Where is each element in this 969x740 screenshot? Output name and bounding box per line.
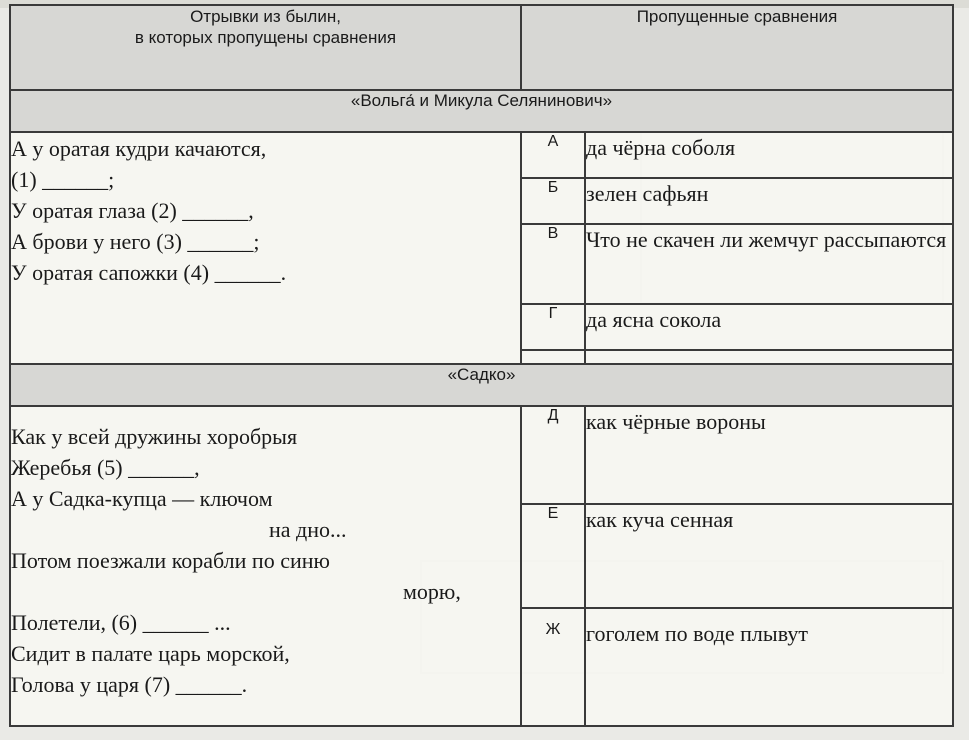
- section-title-sadko: «Садко»: [10, 364, 953, 406]
- passage-line: Жеребья (5) ______,: [11, 455, 200, 480]
- section-title-volga: «Вольга́ и Микула Селянинович»: [10, 90, 953, 132]
- passage-line: Сидит в палате царь морской,: [11, 641, 290, 666]
- passage-line: А у Садка-купца — ключом: [11, 486, 273, 511]
- header-left-line: в которых пропущены сравнения: [134, 28, 397, 47]
- passage-line: А брови у него (3) ______;: [11, 229, 260, 254]
- comparison-row: [10, 406, 953, 504]
- header-left-line: Отрывки из былин,: [190, 7, 341, 26]
- option-letter: Б: [521, 178, 585, 224]
- option-letter: Ж: [521, 608, 585, 726]
- passage-line: на дно...: [269, 517, 347, 542]
- option-letter: Д: [521, 406, 585, 504]
- section-row: [10, 364, 953, 406]
- passage-line: морю,: [403, 579, 461, 604]
- passage-line: Полетели, (6) ______ ...: [11, 610, 231, 635]
- option-letter: Г: [521, 304, 585, 350]
- option-text: да чёрна соболя: [585, 132, 953, 178]
- passage-line: Голова у царя (7) ______.: [11, 672, 248, 697]
- option-text: зелен сафьян: [585, 178, 953, 224]
- option-text: как куча сенная: [585, 504, 953, 608]
- passage-line: А у оратая кудри качаются,: [11, 136, 267, 161]
- table-header-row: [10, 5, 953, 90]
- option-text: Что не скачен ли жемчуг рассыпаются: [585, 224, 953, 304]
- option-letter: А: [521, 132, 585, 178]
- option-text: как чёрные вороны: [585, 406, 953, 504]
- empty-cell: [585, 350, 953, 364]
- passage-line: Потом поезжали корабли по синю: [11, 548, 330, 573]
- option-letter: Е: [521, 504, 585, 608]
- section-row: [10, 90, 953, 132]
- passage-line: У оратая глаза (2) ______,: [11, 198, 254, 223]
- option-text: да ясна сокола: [585, 304, 953, 350]
- passage-line: Как у всей дружины хоробрыя: [11, 424, 298, 449]
- option-text: гоголем по воде плывут: [585, 608, 953, 726]
- option-letter: В: [521, 224, 585, 304]
- header-left: [10, 5, 521, 90]
- comparison-row: [10, 132, 953, 178]
- header-right: Пропущенные сравнения: [521, 5, 953, 90]
- passage-line: (1) ______;: [11, 167, 115, 192]
- exercise-table: [9, 4, 954, 727]
- empty-cell: [521, 350, 585, 364]
- passage-sadko: [10, 406, 521, 726]
- passage-line: У оратая сапожки (4) ______.: [11, 260, 287, 285]
- passage-volga: [10, 132, 521, 364]
